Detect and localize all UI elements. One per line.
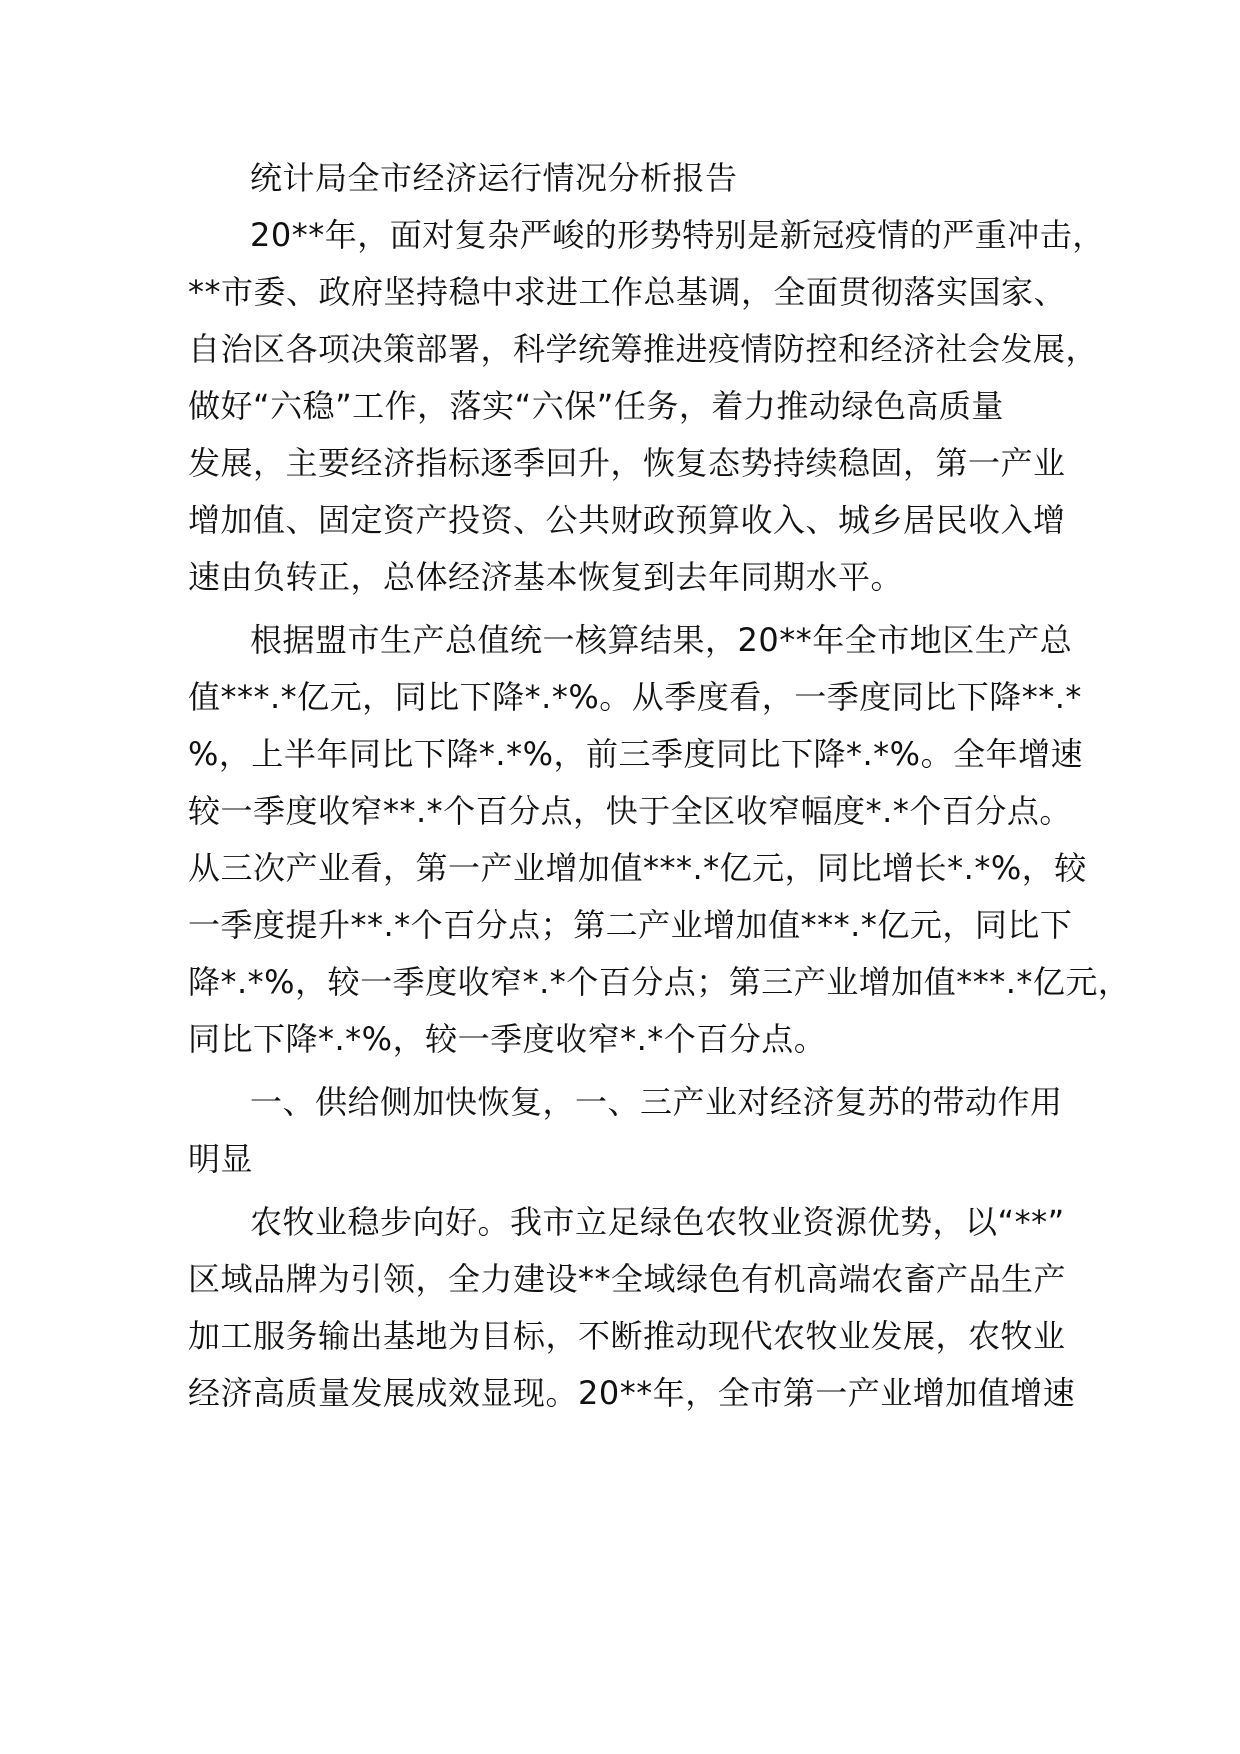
paragraph-line: 降*.*%，较一季度收窄*.*个百分点；第三产业增加值***.*亿元， xyxy=(188,963,1131,1001)
section-heading-line: 一、供给侧加快恢复，一、三产业对经济复苏的带动作用 xyxy=(250,1083,1063,1121)
paragraph-line: 一季度提升**.*个百分点；第二产业增加值***.*亿元，同比下 xyxy=(188,906,1073,944)
paragraph-line: 速由负转正，总体经济基本恢复到去年同期水平。 xyxy=(188,558,904,596)
paragraph-line: 经济高质量发展成效显现。20**年，全市第一产业增加值增速 xyxy=(188,1374,1076,1412)
paragraph-line: **市委、政府坚持稳中求进工作总基调，全面贯彻落实国家、 xyxy=(188,273,1067,311)
paragraph-line: 20**年，面对复杂严峻的形势特别是新冠疫情的严重冲击， xyxy=(250,216,1105,254)
paragraph-line: 同比下降*.*%，较一季度收窄*.*个百分点。 xyxy=(188,1020,827,1058)
paragraph-line: 较一季度收窄**.*个百分点，快于全区收窄幅度*.*个百分点。 xyxy=(188,792,1072,830)
section-heading-line: 明显 xyxy=(188,1140,254,1178)
paragraph-line: 区域品牌为引领，全力建设**全域绿色有机高端农畜产品生产 xyxy=(188,1260,1067,1298)
paragraph-line: 农牧业稳步向好。我市立足绿色农牧业资源优势，以“**” xyxy=(250,1203,1065,1241)
paragraph-line: %，上半年同比下降*.*%，前三季度同比下降*.*%。全年增速 xyxy=(188,735,1084,773)
document-title: 统计局全市经济运行情况分析报告 xyxy=(250,159,738,197)
paragraph-line: 自治区各项决策部署，科学统筹推进疫情防控和经济社会发展， xyxy=(188,330,1099,368)
paragraph-line: 从三次产业看，第一产业增加值***.*亿元，同比增长*.*%，较 xyxy=(188,849,1087,887)
paragraph-line: 发展，主要经济指标逐季回升，恢复态势持续稳固，第一产业 xyxy=(188,444,1066,482)
paragraph-line: 加工服务输出基地为目标，不断推动现代农牧业发展，农牧业 xyxy=(188,1317,1066,1355)
paragraph-line: 做好“六稳”工作，落实“六保”任务，着力推动绿色高质量 xyxy=(188,387,1004,425)
paragraph-line: 增加值、固定资产投资、公共财政预算收入、城乡居民收入增 xyxy=(188,501,1066,539)
paragraph-line: 值***.*亿元，同比下降*.*%。从季度看，一季度同比下降**.* xyxy=(188,678,1082,716)
paragraph-line: 根据盟市生产总值统一核算结果，20**年全市地区生产总 xyxy=(250,621,1073,659)
